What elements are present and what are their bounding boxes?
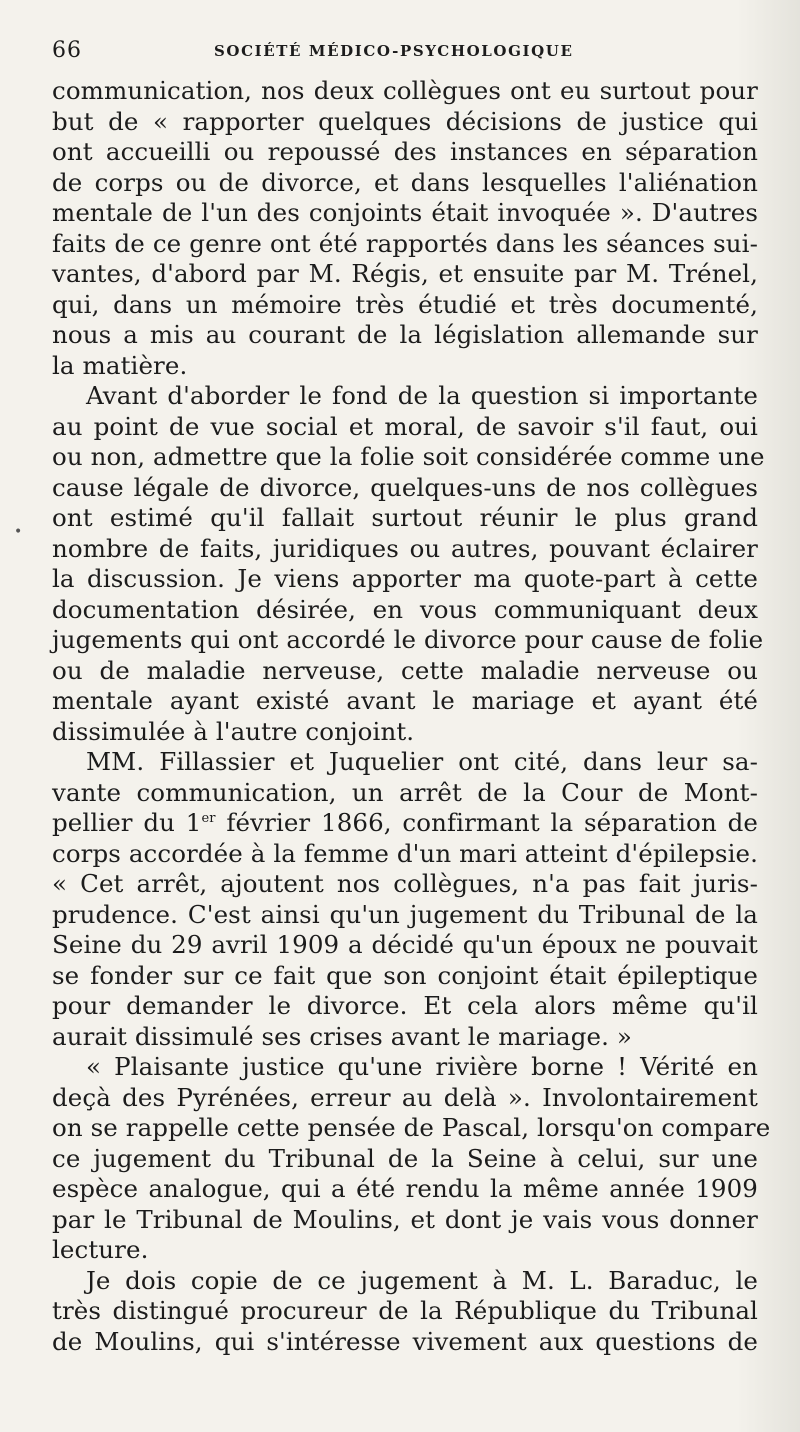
text-line: corps accordée à la femme d'un mari atteint d'épilepsie. [52, 838, 758, 868]
text-line: but de « rapporter quelques décisions de justice qui [52, 106, 758, 136]
text-line: faits de ce genre ont été rapportés dans les séances sui- [52, 228, 758, 258]
ordinal-superscript: er [201, 811, 216, 826]
text-line: nombre de faits, juridiques ou autres, pouvant éclairer [52, 533, 758, 563]
text-line: communication, nos deux collègues ont eu surtout pour [52, 76, 758, 105]
text-line: lecture. [52, 1235, 149, 1264]
text-line: jugements qui ont accordé le divorce pour cause de folie [52, 625, 764, 654]
text-line: la discussion. Je viens apporter ma quote-part à cette [52, 564, 758, 593]
text-line: ou non, admettre que la folie soit considérée comme une [52, 442, 765, 471]
paragraph-start-line: MM. Fillassier et Juquelier ont cité, dans leur sa- [86, 747, 758, 776]
running-title: SOCIÉTÉ MÉDICO-PSYCHOLOGIQUE [214, 42, 574, 60]
text-line: ont estimé qu'il fallait surtout réunir le plus grand [52, 503, 758, 532]
text-line: ont accueilli ou repoussé des instances en séparation [52, 137, 758, 166]
running-head [52, 38, 752, 64]
text-line: qui, dans un mémoire très étudié et très documenté, [52, 289, 758, 319]
text-line: dissimulée à l'autre conjoint. [52, 716, 415, 746]
text-line: la matière. [52, 350, 188, 380]
paragraph-start-line: « Plaisante justice qu'une rivière borne ! Vérité en [86, 1052, 758, 1081]
text-line: « Cet arrêt, ajoutent nos collègues, n'a pas fait juris- [52, 869, 758, 898]
text-line: par le Tribunal de Moulins, et dont je vais vous donner [52, 1204, 758, 1234]
text-line: très distingué procureur de la République du Tribunal [52, 1296, 758, 1325]
paragraph-start-line: Avant d'aborder le fond de la question si importante [86, 381, 758, 410]
paragraph-start-line: Je dois copie de ce jugement à M. L. Baraduc, le [86, 1265, 758, 1295]
body-text [52, 76, 771, 1357]
text-line: se fonder sur ce fait que son conjoint était épileptique [52, 960, 758, 990]
text-line: deçà des Pyrénées, erreur au delà ». Involontairement [52, 1082, 758, 1112]
text-line: espèce analogue, qui a été rendu la même année 1909 [52, 1174, 758, 1203]
text-line: ou de maladie nerveuse, cette maladie nerveuse ou [52, 655, 758, 685]
text-line: documentation désirée, en vous communiquant deux [52, 594, 758, 624]
text-line: on se rappelle cette pensée de Pascal, lorsqu'on compare [52, 1113, 771, 1142]
text-line: vante communication, un arrêt de la Cour de Mont- [52, 777, 758, 807]
page-number: 66 [52, 38, 82, 63]
text-line: aurait dissimulé ses crises avant le mariage. » [52, 1021, 632, 1051]
text-line: cause légale de divorce, quelques-uns de nos collègues [52, 472, 758, 502]
text-line: mentale de l'un des conjoints était invoquée ». D'autres [52, 198, 758, 227]
margin-mark: • [14, 524, 23, 540]
text-line-with-superscript [52, 808, 758, 839]
text-line: nous a mis au courant de la législation allemande sur [52, 320, 758, 349]
text-line: prudence. C'est ainsi qu'un jugement du Tribunal de la [52, 899, 758, 929]
text-line: pour demander le divorce. Et cela alors même qu'il [52, 991, 758, 1020]
line-part: pellier du 1 [52, 808, 202, 837]
line-part: février 1866, confirmant la séparation de [215, 808, 758, 837]
text-line: de corps ou de divorce, et dans lesquelles l'aliénation [52, 167, 758, 197]
text-line: au point de vue social et moral, de savoir s'il faut, oui [52, 411, 758, 441]
text-line: de Moulins, qui s'intéresse vivement aux questions de [52, 1326, 758, 1356]
text-line: ce jugement du Tribunal de la Seine à celui, sur une [52, 1143, 758, 1173]
text-line: Seine du 29 avril 1909 a décidé qu'un époux ne pouvait [52, 930, 758, 959]
text-line: mentale ayant existé avant le mariage et ayant été [52, 686, 758, 715]
text-line: vantes, d'abord par M. Régis, et ensuite par M. Trénel, [52, 259, 758, 288]
